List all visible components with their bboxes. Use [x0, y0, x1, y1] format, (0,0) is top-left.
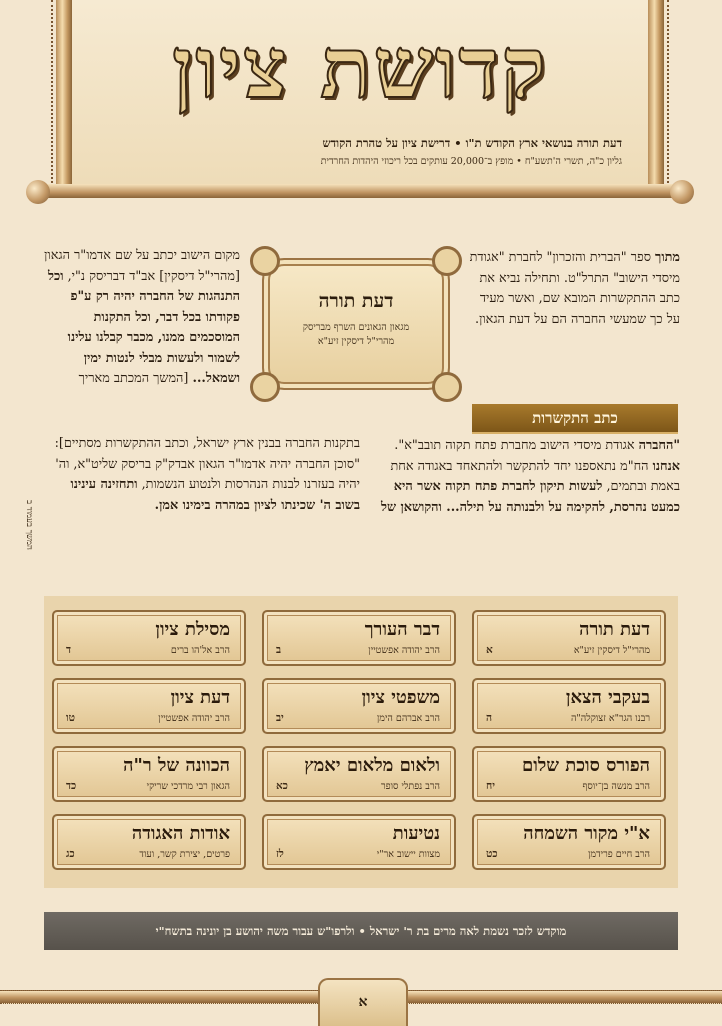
- toc-author: מהרי"ל דיסקין זיע"א: [573, 645, 650, 656]
- toc-title: דבר העורך: [364, 619, 440, 640]
- toc-title: הכוונה של ר"ה: [123, 755, 230, 776]
- left-column-top: [44, 246, 240, 390]
- toc-page: כט: [486, 848, 498, 860]
- toc-page: יח: [486, 780, 495, 792]
- toc-card[interactable]: [472, 678, 666, 734]
- toc-page: ד: [66, 644, 72, 656]
- scroll-curl-icon: [250, 372, 280, 402]
- ornament-ball-left: [26, 180, 50, 204]
- toc-author: מצוות יישוב אר"י: [376, 849, 440, 860]
- footer-page-tab: [318, 978, 408, 1026]
- scroll-curl-icon: [432, 372, 462, 402]
- toc-author: פרטים, יצירת קשר, ועוד: [139, 849, 230, 860]
- agreement-bold-2: אנחנו: [652, 458, 680, 474]
- masthead: [28, 0, 692, 205]
- toc-title: הפורס סוכת שלום: [522, 755, 650, 776]
- toc-card[interactable]: [472, 610, 666, 666]
- scroll-subtitle: [264, 321, 448, 349]
- toc-page: כא: [276, 780, 288, 792]
- toc-card[interactable]: [262, 814, 456, 870]
- toc-page: א: [486, 644, 493, 656]
- toc-title: אודות האגודה: [131, 823, 230, 844]
- toc-page: לז: [276, 848, 284, 860]
- toc-author: הרב יהודה אפשטיין: [368, 645, 440, 656]
- toc-card[interactable]: [472, 746, 666, 802]
- toc-page: יב: [276, 712, 284, 724]
- left-bold-1: וכל התנהגות של החברה יהיה רק ע"פ פקודתו בכל דבר, וכל התקנות המוסכמים ממנו, מכבר קבלנו עלינו לשמור ולעשות מבלי לנטות ימין ושמאל...: [47, 268, 240, 386]
- toc-card[interactable]: [52, 746, 246, 802]
- toc-page: ב: [276, 644, 282, 656]
- toc-card[interactable]: [472, 814, 666, 870]
- daat-torah-scroll: [250, 246, 462, 406]
- scroll-subtitle-2: מהרי"ל דיסקין זיע"א: [317, 336, 395, 347]
- intro-text: ספר "הברית והזכרון" לחברת "אגודת מיסדי הישוב" התרל"ט. ותחילה נביא את כתב ההתקשרות המובא שם, ואשר מעיד על כך שמעשי החברה הם על דעת הגאון.: [469, 250, 680, 327]
- agreement-bold-3: לעשות תיקון לחברת פתח תקוה אשר היא כמעט נהרסת, להקימה על ולבנותה על תילה... והקושאן של: [381, 479, 680, 515]
- masthead-rod: [38, 184, 682, 198]
- agreement-text-2: הח"מ נתאספנו יחד להתקשר ולהתאחד באגודה אחת באמת ובתמים,: [390, 458, 680, 494]
- toc-title: ולאום מלאום יאמץ: [304, 755, 440, 776]
- scroll-curl-icon: [432, 246, 462, 276]
- intro-lead: מתוך: [655, 250, 680, 265]
- scroll-title: דעת תורה: [318, 290, 394, 312]
- toc-title: דעת תורה: [579, 619, 650, 640]
- continued-note: המשך בעמוד ב: [24, 500, 34, 550]
- issue-line: גליון כ"ה, תשרי ה'תשע"ח • מופץ ב־20,000 עותקים בכל ריכוזי היהדות החרדית: [320, 156, 622, 167]
- toc-card[interactable]: [52, 678, 246, 734]
- agreement-text-1: אגודת מיסדי הישוב מחברת פתח תקוה תובב"א".: [394, 438, 639, 453]
- section-heading: כתב התקשרות: [472, 404, 678, 434]
- toc-card[interactable]: [52, 610, 246, 666]
- frame-rod-right: [648, 0, 664, 191]
- toc-page: ה: [486, 712, 493, 724]
- toc-author: הגאון רבי מרדכי שריקי: [146, 781, 230, 792]
- left-text-1: מקום הישוב יכתב על שם אדמו"ר הגאון [מהרי"ל דיסקין] אב"ד דבריסק נ"י,: [44, 248, 240, 284]
- toc-author: הרב נפתלי סופר: [380, 781, 440, 792]
- toc-author: רבנו הגר"א זצוקלה"ה: [570, 713, 650, 724]
- table-of-contents: [44, 596, 678, 888]
- toc-author: הרב מנשה בן־יוסף: [582, 781, 650, 792]
- toc-author: הרב יהודה אפשטיין: [158, 713, 230, 724]
- scroll-subtitle-1: מגאון הגאונים השרף מבריסק: [302, 322, 410, 333]
- masthead-title: קדושת ציון: [172, 18, 548, 117]
- toc-title: נטיעות: [392, 823, 440, 844]
- page-number: א: [358, 994, 368, 1010]
- left-text-2: [המשך המכתב מאריך: [78, 371, 189, 386]
- masthead-tagline: דעת תורה בנושאי ארץ הקודש ת"ו • דרישת ציון על טהרת הקודש: [322, 136, 622, 150]
- toc-author: הרב אברהם הימן: [376, 713, 440, 724]
- toc-card[interactable]: [262, 610, 456, 666]
- agreement-bold-1: "החברה: [638, 438, 680, 453]
- toc-title: דעת ציון: [170, 687, 230, 708]
- left2-bold-1: ותחזינה עינינו בשוב ה' שכינתו לציון במהרה בימינו אמן.: [70, 477, 360, 513]
- left-column-bottom: [44, 434, 360, 516]
- toc-card[interactable]: [52, 814, 246, 870]
- toc-title: מסילת ציון: [155, 619, 230, 640]
- toc-title: משפטי ציון: [361, 687, 440, 708]
- toc-card[interactable]: [262, 746, 456, 802]
- toc-author: הרב חיים פרידמן: [587, 849, 650, 860]
- dedication-bar: מוקדש לזכר נשמת לאה מרים בת ר' ישראל • ולרפו"ש עבור משה יהושע בן יונינה בתשח"י: [44, 912, 678, 950]
- toc-page: כג: [66, 848, 75, 860]
- left2-text-1: בתקנות החברה בבנין ארץ ישראל, וכתב ההתקשרות מסתיים]: "סוכן החברה יהיה אדמו"ר הגאון אבדק"ק בריסק שליט"א, וה' יהיה בעזרנו לבנות הנהרסות ולנטוע הנשמות,: [54, 436, 360, 492]
- scroll-body: [262, 258, 450, 390]
- ornament-ball-right: [670, 180, 694, 204]
- toc-card[interactable]: [262, 678, 456, 734]
- toc-title: א"י מקור השמחה: [523, 823, 650, 844]
- scroll-curl-icon: [250, 246, 280, 276]
- toc-title: בעקבי הצאן: [565, 687, 650, 708]
- toc-author: הרב אל'הו ברים: [170, 645, 230, 656]
- intro-paragraph: [466, 248, 680, 330]
- frame-rod-left: [56, 0, 72, 191]
- toc-page: טו: [66, 712, 76, 724]
- toc-page: כד: [66, 780, 77, 792]
- agreement-text: [366, 436, 680, 518]
